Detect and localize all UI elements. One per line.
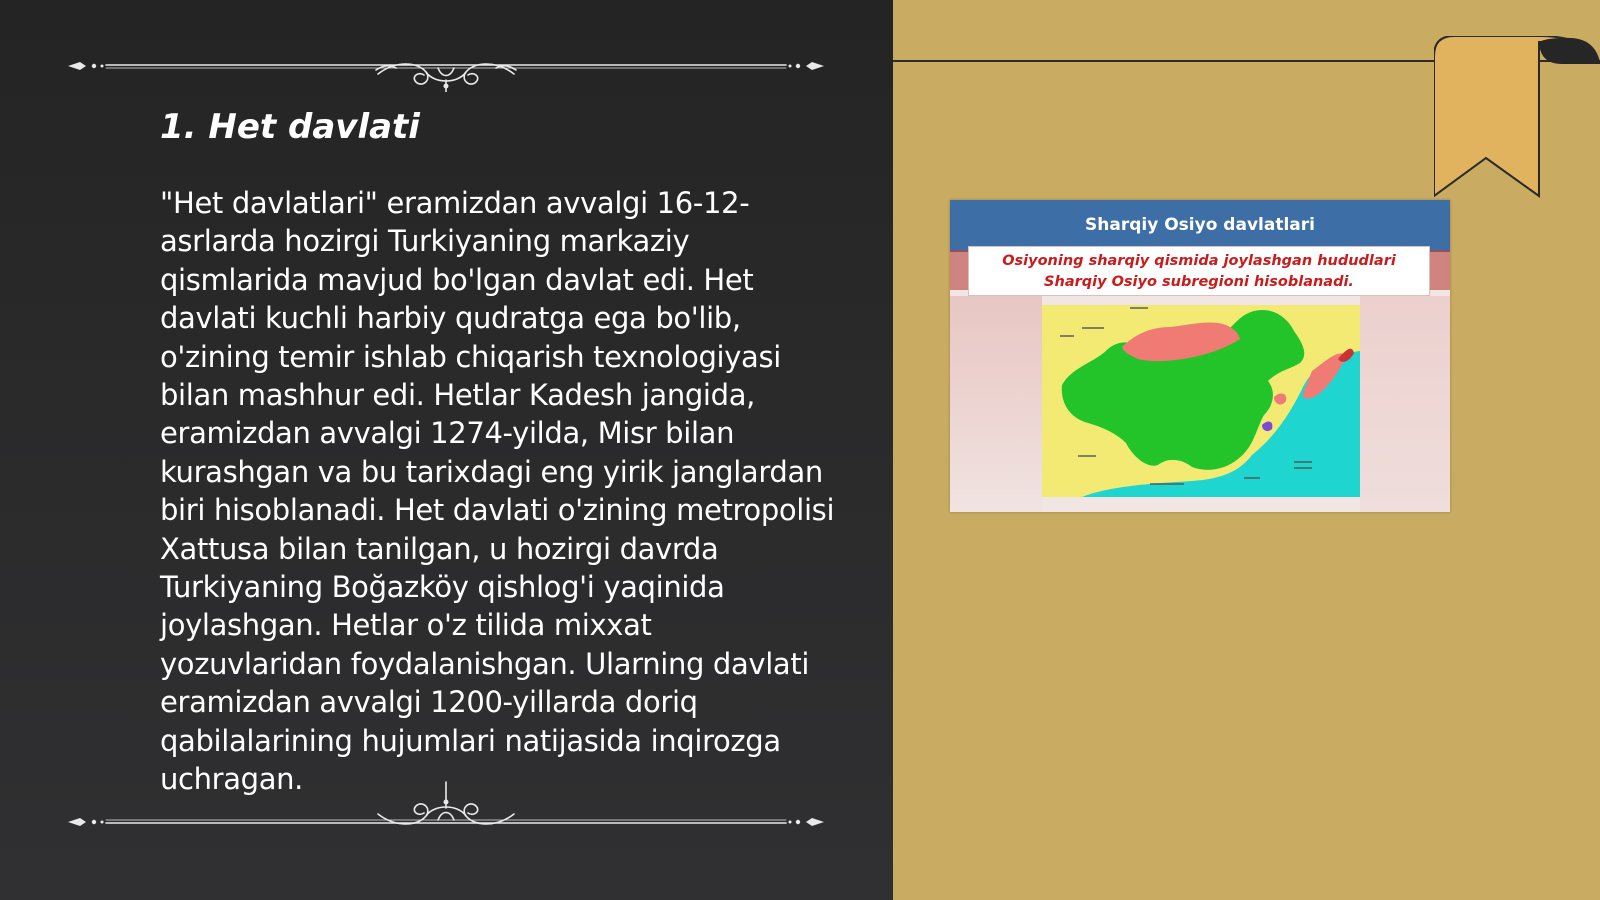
slide-thumbnail [950, 200, 1450, 512]
slide-body-text: "Het davlatlari" eramizdan avvalgi 16-12-asrlarda hozirgi Turkiyaning markaziy qismlarida mavjud bo'lgan davlat edi. Het davlati kuchli harbiy qudratga ega bo'lib, o'zining temir ishlab chiqarish texnologiyasi bilan mashhur edi. Hetlar Kadesh jangida, eramizdan avvalgi 1274-yilda, Misr bilan kurashgan va bu tarixdagi eng yirik janglardan biri hisoblanadi. Het davlati o'zining metropolisi Xattusa bilan tanilgan, u hozirgi davrda Turkiyaning Boğazköy qishlog'i yaqinida joylashgan. Hetlar o'z tilida mixxat yozuvlaridan foydalanishgan. Ularning davlati eramizdan avvalgi 1200-yillarda doriq qabilalarining hujumlari natijasida inqirozga uchragan. [160, 186, 835, 797]
ornamental-divider-icon [66, 778, 826, 828]
bookmark-ribbon-icon [1434, 36, 1600, 201]
slide-title: 1. Het davlati [160, 107, 420, 147]
thumbnail-caption: Osiyoning sharqiy qismida joylashgan hududlari Sharqiy Osiyo subregioni hisoblanadi. [968, 246, 1430, 296]
thumbnail-background-right [1360, 296, 1450, 512]
east-asia-map-icon [1042, 305, 1360, 497]
thumbnail-background-left [950, 296, 1042, 512]
ornamental-divider-icon [66, 42, 826, 92]
thumbnail-title: Sharqiy Osiyo davlatlari [1085, 215, 1315, 235]
